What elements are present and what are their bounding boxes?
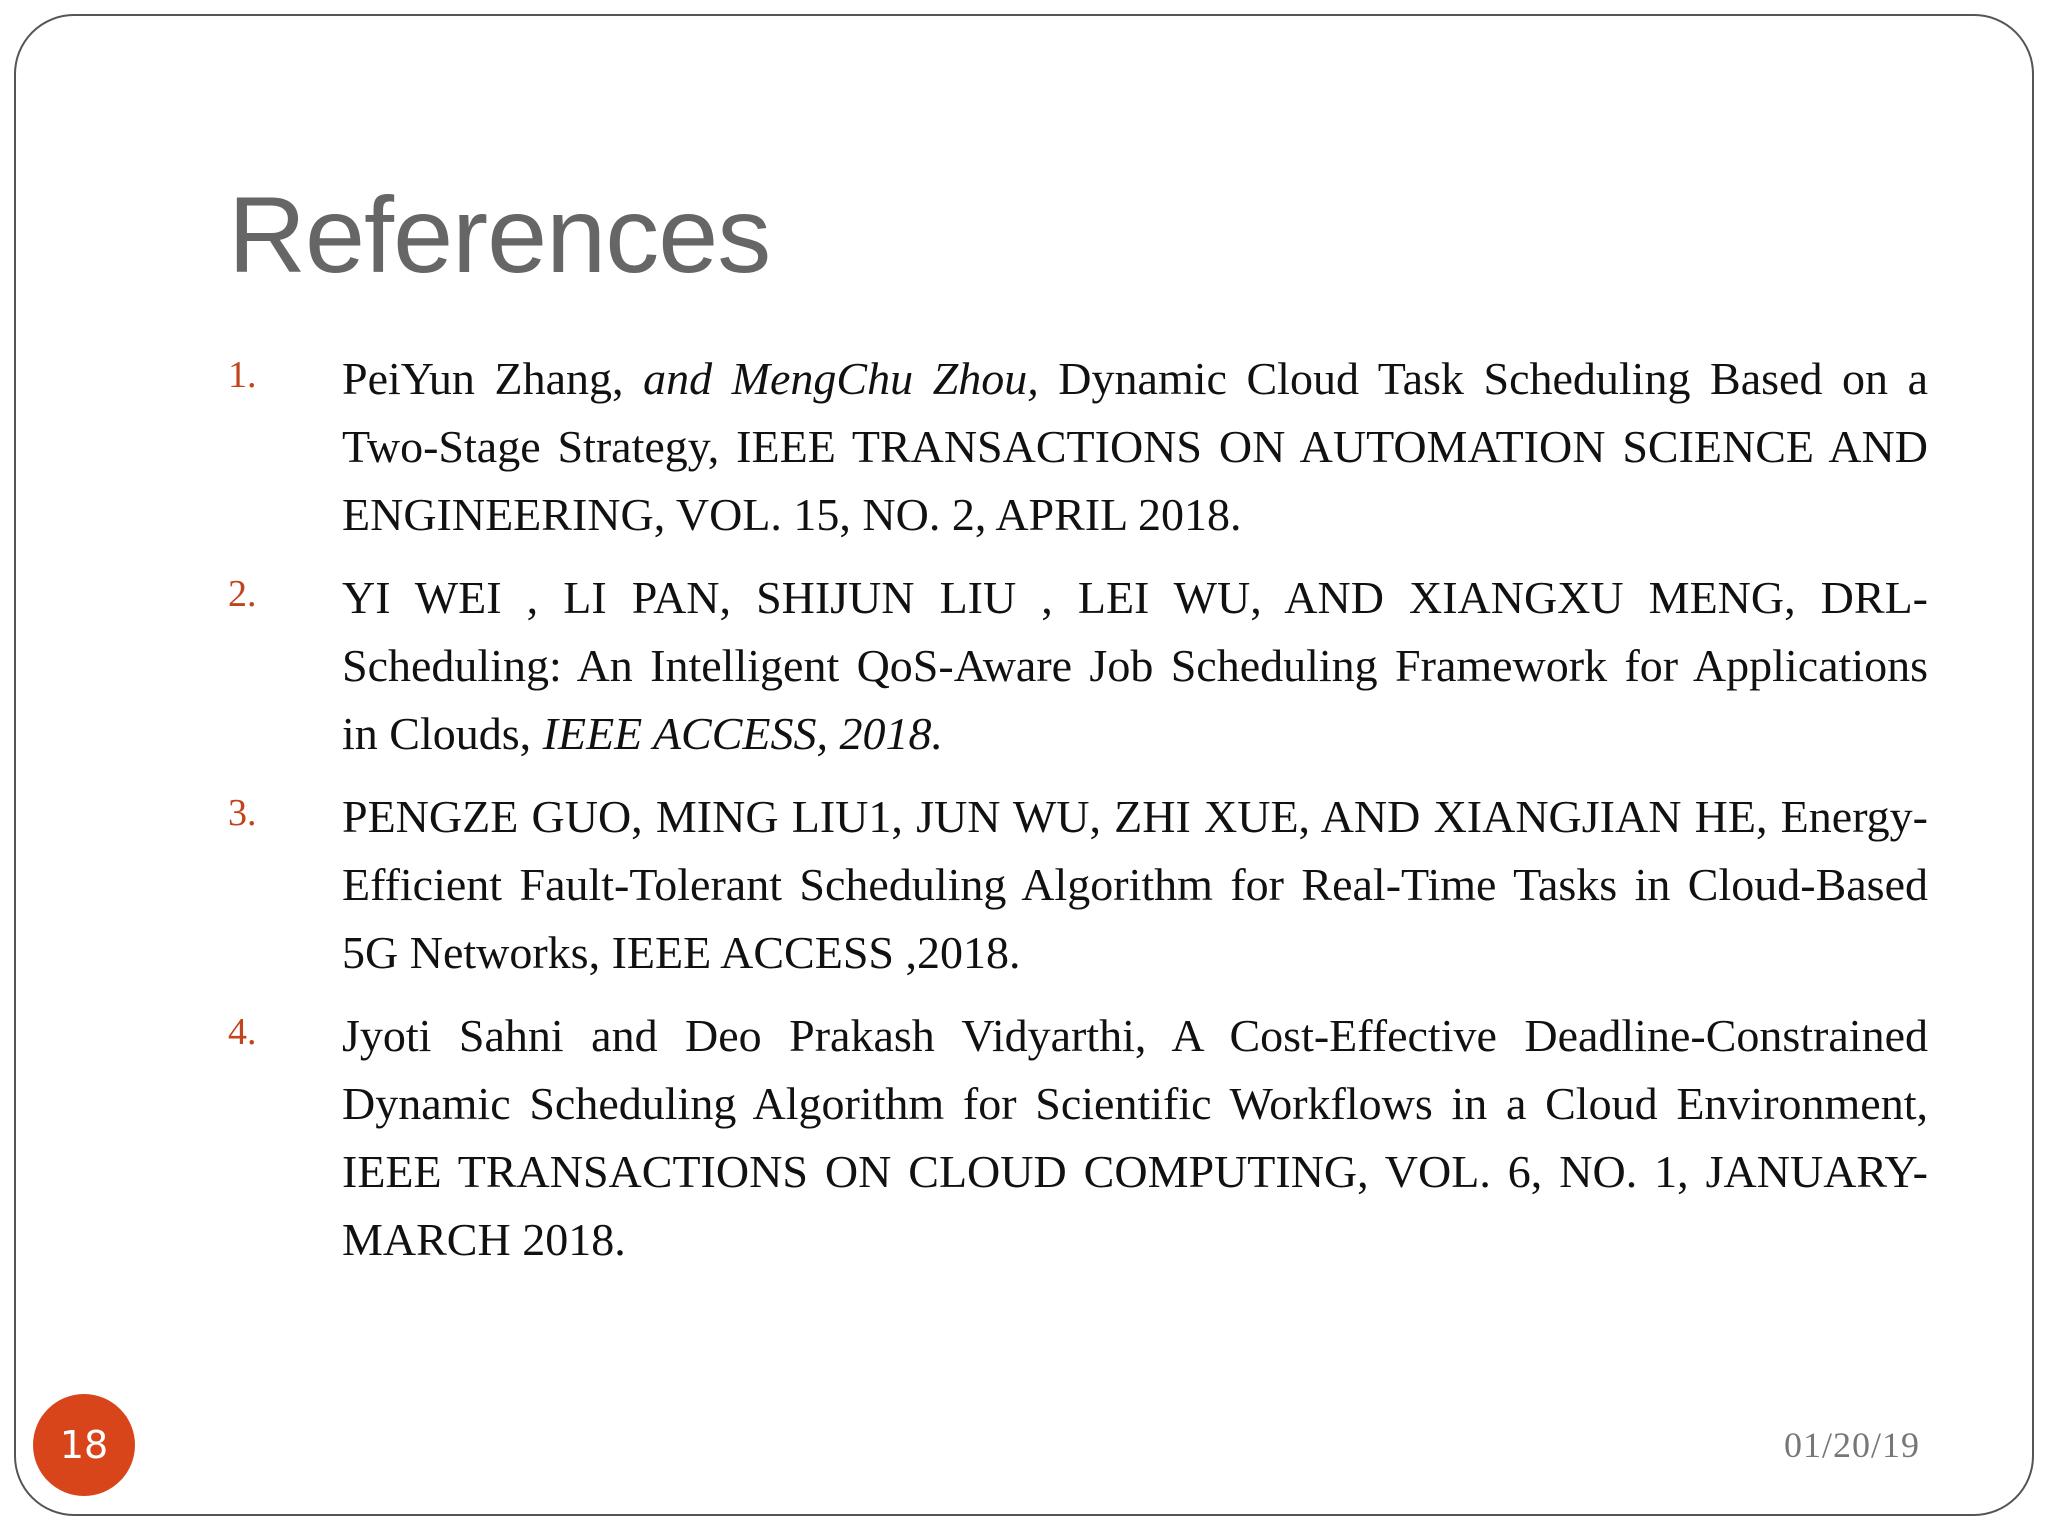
reference-details: YI WEI , LI PAN, SHIJUN LIU , LEI WU, AND XIANGXU MENG, DRL-Scheduling: An Intelligent QoS-Aware Job Scheduling Framework for Applications in Clouds, (342, 572, 1928, 759)
reference-text: Jyoti Sahni and Deo Prakash Vidyarthi, A Cost-Effective Deadline-Constrained Dynamic Scheduling Algorithm for Scientific Workflows in a Cloud Environment, IEEE TRANSACTIONS ON CLOUD COMPUTING, VOL. 6, NO. 1, JANUARY-MARCH 2018. (342, 1010, 1928, 1265)
reference-text (342, 564, 1928, 768)
page-number-badge: 18 (33, 1394, 135, 1496)
slide-title: References (228, 174, 771, 295)
reference-item-2 (228, 564, 1928, 768)
reference-list (228, 345, 1928, 1289)
reference-number: 1. (228, 354, 257, 396)
reference-item-3 (228, 783, 1928, 987)
reference-authors: PeiYun Zhang, (342, 353, 644, 404)
reference-details: Dynamic Cloud Task Scheduling Based on a Two-Stage Strategy, IEEE TRANSACTIONS ON AUTOMATION SCIENCE AND ENGINEERING, VOL. 15, NO. 2, APRIL 2018. (342, 353, 1929, 540)
reference-authors-italic: and MengChu Zhou, (643, 353, 1039, 404)
reference-text: PENGZE GUO, MING LIU1, JUN WU, ZHI XUE, AND XIANGJIAN HE, Energy-Efficient Fault-Tolerant Scheduling Algorithm for Real-Time Tasks in Cloud-Based 5G Networks, IEEE ACCESS ,2018. (342, 791, 1928, 978)
reference-number: 3. (228, 792, 257, 834)
reference-venue-italic: IEEE ACCESS, 2018. (542, 708, 943, 759)
reference-item-1 (228, 345, 1928, 549)
reference-number: 2. (228, 573, 257, 615)
reference-text (342, 345, 1928, 549)
reference-number: 4. (228, 1011, 257, 1053)
slide-date: 01/20/19 (1783, 1425, 1920, 1465)
reference-item-4 (228, 1002, 1928, 1274)
